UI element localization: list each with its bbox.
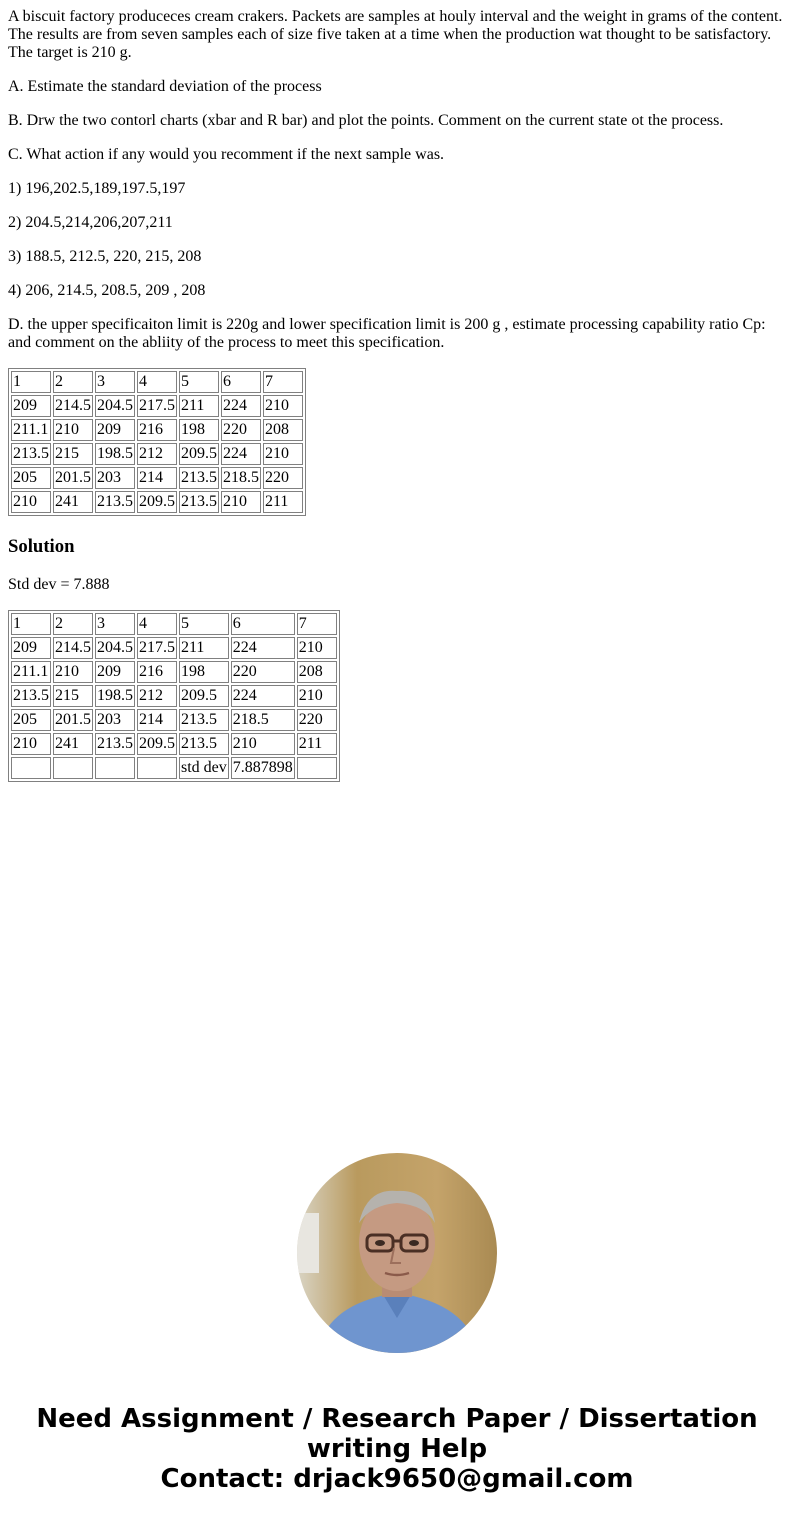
sample-2: 2) 204.5,214,206,207,211	[8, 214, 173, 231]
table-cell: 218.5	[231, 709, 295, 731]
question-part-b: B. Drw the two contorl charts (xbar and R bar) and plot the points. Comment on the current state ot the process.	[8, 112, 724, 129]
table-cell: 214	[137, 709, 177, 731]
table-cell: 211	[297, 733, 337, 755]
table-cell: 209.5	[179, 685, 229, 707]
promo-line-2: writing Help	[306, 1434, 488, 1464]
table-cell: 209.5	[137, 491, 177, 513]
table-cell: 208	[297, 661, 337, 683]
table-cell: 198	[179, 419, 219, 441]
table-cell: 220	[221, 419, 261, 441]
table-row	[11, 733, 337, 755]
table-row	[11, 685, 337, 707]
table-cell: 213.5	[11, 443, 51, 465]
table-cell: 6	[221, 371, 261, 393]
table-row	[11, 709, 337, 731]
table-cell: 211.1	[11, 419, 51, 441]
table-cell: 209	[95, 661, 135, 683]
table-cell	[53, 757, 93, 779]
data-table	[8, 368, 306, 516]
table-cell: 209	[11, 637, 51, 659]
promo-contact: Contact: drjack9650@gmail.com	[160, 1464, 634, 1494]
table-row	[11, 661, 337, 683]
table-cell: 210	[53, 661, 93, 683]
sample-4: 4) 206, 214.5, 208.5, 209 , 208	[8, 282, 206, 299]
table-cell: 6	[231, 613, 295, 635]
table-cell: 211.1	[11, 661, 51, 683]
table-cell: 213.5	[179, 467, 219, 489]
table-cell: 7	[263, 371, 303, 393]
table-cell: 1	[11, 371, 51, 393]
table-cell: 217.5	[137, 637, 177, 659]
table-cell: 2	[53, 613, 93, 635]
table-cell: 214.5	[53, 395, 93, 417]
table-cell: 213.5	[179, 733, 229, 755]
table-cell: 241	[53, 733, 93, 755]
table-cell: 3	[95, 613, 135, 635]
author-photo-icon	[297, 1153, 497, 1353]
table-cell: 210	[263, 443, 303, 465]
table-cell: 241	[53, 491, 93, 513]
sample-3: 3) 188.5, 212.5, 220, 215, 208	[8, 248, 202, 265]
table-cell: 210	[297, 637, 337, 659]
table-cell: 2	[53, 371, 93, 393]
table-cell: 203	[95, 709, 135, 731]
table-cell: 210	[221, 491, 261, 513]
question-part-a: A. Estimate the standard deviation of the process	[8, 78, 322, 95]
promo-line-1: Need Assignment / Research Paper / Dissertation	[36, 1404, 758, 1434]
table-cell: 215	[53, 443, 93, 465]
table-cell: 204.5	[95, 395, 135, 417]
table-cell: 213.5	[95, 491, 135, 513]
table-cell: 4	[137, 371, 177, 393]
table-cell: 198	[179, 661, 229, 683]
table-cell: 5	[179, 371, 219, 393]
table-cell: 1	[11, 613, 51, 635]
table-cell: 204.5	[95, 637, 135, 659]
question-part-d: D. the upper specificaiton limit is 220g and lower specification limit is 200 g , estimate processing capability ratio Cp: and comment on the abliity of the process to meet this specification.	[8, 316, 766, 351]
table-cell: 201.5	[53, 709, 93, 731]
table-row	[11, 395, 303, 417]
document-body	[8, 8, 786, 782]
table-cell: 218.5	[221, 467, 261, 489]
table-row	[11, 757, 337, 779]
table-cell: 209.5	[137, 733, 177, 755]
table-row	[11, 443, 303, 465]
table-row	[11, 491, 303, 513]
table-cell: 214	[137, 467, 177, 489]
promo-banner	[0, 1404, 794, 1494]
table-cell	[95, 757, 135, 779]
table-cell: 211	[263, 491, 303, 513]
table-cell: 5	[179, 613, 229, 635]
table-cell: 210	[11, 733, 51, 755]
table-cell: 198.5	[95, 685, 135, 707]
table-cell	[137, 757, 177, 779]
table-cell: std dev	[179, 757, 229, 779]
table-cell: 210	[11, 491, 51, 513]
table-cell: 211	[179, 637, 229, 659]
table-cell: 210	[53, 419, 93, 441]
table-cell: 210	[263, 395, 303, 417]
table-cell: 211	[179, 395, 219, 417]
table-cell: 220	[263, 467, 303, 489]
table-row	[11, 637, 337, 659]
table-cell: 224	[221, 395, 261, 417]
table-cell: 215	[53, 685, 93, 707]
table-cell: 209	[11, 395, 51, 417]
table-row	[11, 613, 337, 635]
table-cell: 3	[95, 371, 135, 393]
table-cell: 208	[263, 419, 303, 441]
solution-table	[8, 610, 340, 782]
table-cell	[11, 757, 51, 779]
table-cell: 217.5	[137, 395, 177, 417]
question-part-c: C. What action if any would you recomment if the next sample was.	[8, 146, 445, 163]
question-intro: A biscuit factory produceces cream crakers. Packets are samples at houly interval and the weight in grams of the content. The results are from seven samples each of size five taken at a time when the production wat thought to be satisfactory. The target is 210 g.	[8, 8, 783, 61]
table-row	[11, 419, 303, 441]
table-cell: 209.5	[179, 443, 219, 465]
table-cell: 205	[11, 467, 51, 489]
author-avatar	[297, 1153, 497, 1353]
table-cell: 213.5	[95, 733, 135, 755]
solution-heading: Solution	[8, 536, 75, 557]
table-cell	[297, 757, 337, 779]
table-cell: 210	[297, 685, 337, 707]
table-cell: 212	[137, 443, 177, 465]
table-cell: 7	[297, 613, 337, 635]
table-cell: 203	[95, 467, 135, 489]
table-cell: 7.887898	[231, 757, 295, 779]
table-cell: 210	[231, 733, 295, 755]
table-cell: 205	[11, 709, 51, 731]
table-cell: 216	[137, 419, 177, 441]
table-cell: 214.5	[53, 637, 93, 659]
sample-1: 1) 196,202.5,189,197.5,197	[8, 180, 186, 197]
table-cell: 224	[221, 443, 261, 465]
table-cell: 220	[231, 661, 295, 683]
std-dev-answer: Std dev = 7.888	[8, 576, 110, 593]
table-cell: 213.5	[179, 709, 229, 731]
table-cell: 201.5	[53, 467, 93, 489]
table-cell: 213.5	[179, 491, 219, 513]
table-cell: 224	[231, 685, 295, 707]
table-cell: 213.5	[11, 685, 51, 707]
table-cell: 4	[137, 613, 177, 635]
table-row	[11, 467, 303, 489]
table-cell: 198.5	[95, 443, 135, 465]
table-cell: 220	[297, 709, 337, 731]
table-cell: 212	[137, 685, 177, 707]
table-cell: 224	[231, 637, 295, 659]
table-cell: 209	[95, 419, 135, 441]
table-row	[11, 371, 303, 393]
table-cell: 216	[137, 661, 177, 683]
